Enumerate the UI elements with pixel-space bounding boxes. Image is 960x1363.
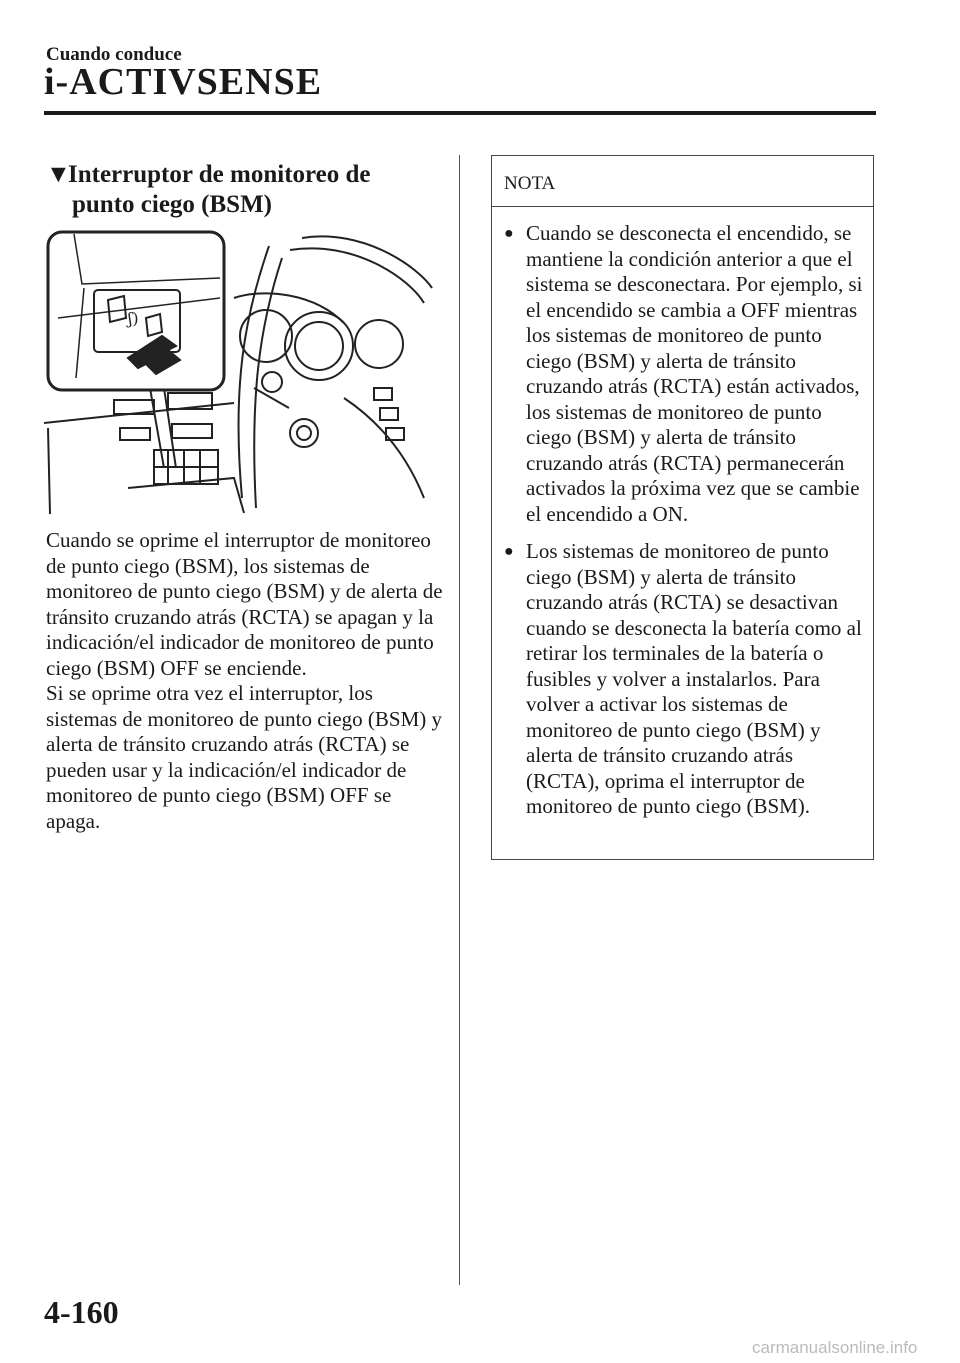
- note-item-text: Cuando se desconecta el encendido, se mantiene la condición anterior a que el sistema se desconectara. Por ejemplo, si el encendido se cambia a OFF mientras los sistemas de monitoreo de punto ciego (BSM) y alerta de tránsito cruzando atrás (RCTA) están activados, los sistemas de monitoreo de punto ciego (BSM) y alerta de tránsito cruzando atrás (RCTA) permanecerán activados la próxima vez que se cambie el encendido a ON.: [526, 221, 863, 526]
- note-item-text: Los sistemas de monitoreo de punto ciego (BSM) y alerta de tránsito cruzando atrás (RCTA) se desactivan cuando se desconecta la batería como al retirar los terminales de la batería o fusibles y volver a instalarlos. Para volver a activar los sistemas de monitoreo de punto ciego (BSM) y alerta de tránsito cruzando atrás (RCTA), oprima el interruptor de monitoreo de punto ciego (BSM).: [526, 539, 862, 818]
- subheading: [46, 160, 446, 220]
- column-divider: [459, 155, 460, 1285]
- dashboard-bsm-switch-illustration: [44, 228, 436, 514]
- note-list: [492, 207, 873, 820]
- note-item: [504, 221, 863, 527]
- bullet-icon: ●: [504, 543, 514, 560]
- bsm-switch-glyph: ʃ): [128, 309, 139, 328]
- bullet-icon: ●: [504, 225, 514, 242]
- note-box: [491, 155, 874, 860]
- subheading-line-2: punto ciego (BSM): [72, 191, 272, 218]
- watermark-text: carmanualsonline.info: [752, 1338, 918, 1357]
- subheading-line-1: Interruptor de monitoreo de: [68, 161, 371, 188]
- note-item: [504, 539, 863, 820]
- triangle-down-icon: ▼: [46, 161, 71, 188]
- note-heading: NOTA: [492, 156, 873, 207]
- header-rule: [44, 111, 876, 115]
- paragraph-2: Si se oprime otra vez el interruptor, los sistemas de monitoreo de punto ciego (BSM) y alerta de tránsito cruzando atrás (RCTA) se pueden usar y la indicación/el indicador de monitoreo de punto ciego (BSM) OFF se apaga.: [46, 681, 443, 833]
- section-label: Cuando conduce: [46, 44, 182, 65]
- page-number: 4-160: [44, 1294, 119, 1330]
- body-text: [46, 528, 446, 834]
- paragraph-1: Cuando se oprime el interruptor de monitoreo de punto ciego (BSM), los sistemas de monitoreo de punto ciego (BSM) y de alerta de tránsito cruzando atrás (RCTA) se apagan y la indicación/el indicador de monitoreo de punto ciego (BSM) OFF se enciende.: [46, 528, 443, 680]
- chapter-title: i-ACTIVSENSE: [44, 61, 323, 103]
